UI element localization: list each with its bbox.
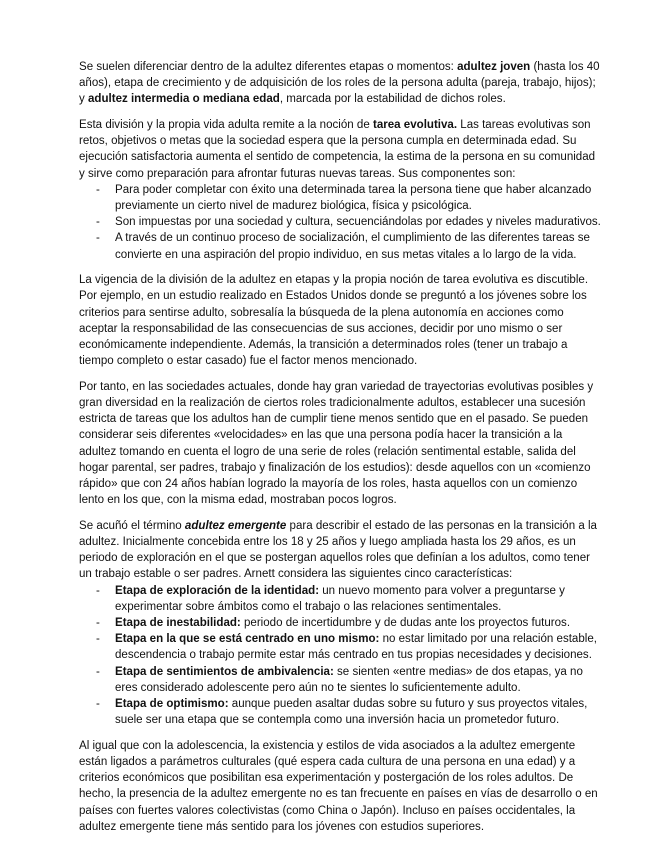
text-segment: convierte en una aspiración del propio individuo, en sus metas vitales a lo largo de la vida.: [115, 248, 577, 261]
text-segment: periodo de incertidumbre y de dudas ante los proyectos futuros.: [240, 617, 571, 629]
text-line: [79, 803, 624, 819]
text-line: [79, 305, 624, 321]
text-line: [79, 476, 624, 492]
emphasized-text: adultez joven: [457, 61, 531, 73]
text-line: [79, 518, 624, 534]
text-line: [79, 444, 624, 460]
text-segment: países con fuertes valores colectivistas (como China o Japón). Incluso en países occidentales, la: [79, 804, 576, 817]
bullet-dash-icon: -: [96, 216, 100, 229]
text-line: [79, 75, 624, 91]
paragraph: [79, 59, 624, 108]
text-line: [115, 712, 624, 728]
emphasized-text: Etapa de exploración de la identidad:: [115, 584, 320, 597]
text-line: [79, 770, 624, 786]
text-segment: hecho, la presencia de la adultez emergente no es tan frecuente en países en vías de desarrollo o en: [79, 788, 598, 801]
text-segment: rápido» que con 24 años habían logrado la mayoría de los roles, hasta aquellos con un comienzo: [79, 478, 578, 490]
emphasized-text: adultez emergente: [184, 519, 287, 532]
text-line: [115, 647, 624, 663]
text-segment: adultez. Inicialmente concebida entre los 18 y 25 años y luego ampliada hasta los 29 años, es un: [79, 536, 576, 549]
text-line: [115, 696, 624, 712]
text-line: [79, 117, 624, 133]
paragraph: [79, 518, 624, 728]
text-line: [79, 379, 624, 395]
text-segment: tiempo completo o estar casado) fue el factor menos mencionado.: [79, 355, 418, 368]
text-segment: Por ejemplo, en un estudio realizado en Estados Unidos donde se preguntó a los jóvenes sobre los: [79, 290, 587, 303]
text-segment: Son impuestas por una sociedad y cultura, secuenciándolas por edades y niveles madurativos.: [115, 216, 601, 229]
list-item: [79, 664, 624, 696]
text-line: [79, 411, 624, 427]
emphasized-text: adultez intermedia o mediana edad: [87, 93, 280, 106]
text-segment: periodo de exploración en el que se postergan aquellos roles que definían a los adultos, como tener: [79, 552, 590, 565]
text-segment: ejecución satisfactoria aumenta el sentido de competencia, la estima de la persona en su comunidad: [79, 151, 596, 164]
text-segment: y: [79, 93, 88, 106]
emphasized-text: Etapa de inestabilidad:: [115, 617, 241, 629]
text-segment: retos, objetivos o metas que la sociedad espera que la persona cumpla en determinada edad. Su: [79, 135, 577, 148]
list-item: [79, 214, 624, 230]
list-item: [79, 631, 624, 663]
emphasized-text: Etapa de optimismo:: [115, 697, 229, 710]
text-segment: suele ser una etapa que se contempla como una inversión hacia un prometedor futuro.: [115, 714, 560, 727]
text-segment: están ligados a parámetros culturales (qué espera cada cultura de una persona en una edad) y a: [79, 756, 576, 768]
text-segment: considerar seis diferentes «velocidades» en las que una persona podía hacer la transición a la: [79, 429, 563, 442]
bullet-dash-icon: -: [96, 633, 100, 646]
text-line: [79, 566, 624, 582]
document-page: [79, 59, 624, 844]
text-segment: experimentar sobre ámbitos como el trabajo o las relaciones sentimentales.: [115, 600, 502, 613]
emphasized-text: tarea evolutiva.: [372, 119, 458, 132]
text-line: [115, 182, 624, 198]
text-line: [79, 91, 624, 107]
bullet-dash-icon: -: [96, 665, 100, 678]
text-segment: años), etapa de crecimiento y de adquisición de los roles de la persona adulta (pareja, trabajo, hijos);: [79, 77, 596, 90]
text-segment: previamente un cierto nivel de madurez biológica, física y psicológica.: [115, 200, 472, 212]
text-line: [79, 460, 624, 476]
paragraph: [79, 738, 624, 835]
text-segment: no estar limitado por una relación estable,: [379, 633, 597, 646]
emphasized-text: Etapa de sentimientos de ambivalencia:: [115, 665, 334, 678]
text-segment: gran diversidad en la realización de ciertos roles tradicionalmente adultos, establecer una sucesión: [79, 397, 586, 410]
text-line: [79, 149, 624, 165]
emphasized-text: Etapa en la que se está centrado en uno mismo:: [115, 633, 380, 646]
text-line: [79, 353, 624, 369]
bullet-dash-icon: -: [96, 183, 100, 196]
text-line: [115, 680, 624, 696]
text-line: [115, 198, 624, 214]
text-segment: La vigencia de la división de la adultez en etapas y la propia noción de tarea evolutiva es discutible.: [79, 274, 589, 287]
text-segment: aunque pueden asaltar dudas sobre su futuro y sus proyectos vitales,: [228, 697, 588, 710]
text-segment: hogar parental, ser padres, trabajo y finalización de los estudios): desde aquellos con un «comienzo: [79, 461, 591, 474]
text-segment: se sienten «entre medias» de dos etapas, ya no: [333, 665, 583, 678]
text-line: [79, 534, 624, 550]
paragraph: [79, 272, 624, 369]
text-line: [79, 59, 624, 75]
list-item: [79, 230, 624, 262]
text-segment: un trabajo estable o ser padres. Arnett considera las siguientes cinco características:: [79, 568, 513, 581]
text-segment: Se suelen diferenciar dentro de la adultez diferentes etapas o momentos:: [79, 61, 458, 73]
text-line: [79, 786, 624, 802]
text-line: [115, 230, 624, 246]
list-item: [79, 615, 624, 631]
text-segment: adultez emergente tiene más sentido para los jóvenes con estudios superiores.: [79, 820, 485, 833]
bullet-dash-icon: -: [96, 584, 100, 597]
text-line: [115, 615, 624, 631]
text-segment: eres considerado adolescente pero aún no te sientes lo suficientemente adulto.: [115, 681, 521, 694]
text-segment: estricta de tareas que los adultos han de cumplir tiene menos sentido que en el pasado. Se pueden: [79, 413, 589, 426]
text-line: [115, 664, 624, 680]
text-segment: descendencia o trabajo permite estar más centrado en tus propias necesidades y decisiones.: [115, 649, 592, 662]
list-item: [79, 583, 624, 615]
text-segment: Para poder completar con éxito una determinada tarea la persona tiene que haber alcanzado: [115, 183, 592, 196]
list-item: [79, 182, 624, 214]
text-line: [79, 427, 624, 443]
text-segment: y sirve como preparación para afrontar futuras nuevas tareas. Sus componentes son:: [79, 167, 516, 180]
text-segment: Las tareas evolutivas son: [457, 119, 591, 132]
text-segment: criterios económicos que posibilitan esa experimentación y postergación de los roles adultos. De: [79, 772, 574, 785]
text-line: [79, 395, 624, 411]
text-line: [79, 738, 624, 754]
text-line: [79, 321, 624, 337]
bullet-dash-icon: -: [96, 232, 100, 245]
paragraph: [79, 379, 624, 509]
text-line: [115, 599, 624, 615]
text-segment: lento en los que, con la misma edad, mostraban pocos logros.: [79, 494, 397, 507]
text-segment: A través de un continuo proceso de socialización, el cumplimiento de las diferentes tareas se: [115, 232, 590, 245]
text-line: [79, 288, 624, 304]
text-line: [79, 550, 624, 566]
text-line: [79, 492, 624, 508]
bullet-dash-icon: -: [96, 617, 100, 629]
text-line: [79, 133, 624, 149]
text-line: [115, 631, 624, 647]
text-segment: económicamente independiente. Además, la transición a determinados roles (tener un trabajo a: [79, 339, 568, 351]
text-line: [79, 166, 624, 182]
text-segment: un nuevo momento para volver a preguntarse y: [319, 584, 565, 597]
text-segment: adultez tomando en cuenta el logro de una serie de roles (relación sentimental estable, salida del: [79, 445, 576, 458]
text-line: [79, 754, 624, 770]
bullet-dash-icon: -: [96, 697, 100, 710]
text-segment: (hasta los 40: [530, 61, 600, 73]
text-line: [115, 583, 624, 599]
text-segment: Al igual que con la adolescencia, la existencia y estilos de vida asociados a la adultez emergente: [79, 739, 576, 752]
text-line: [79, 272, 624, 288]
text-segment: para describir el estado de las personas en la transición a la: [286, 519, 597, 532]
text-segment: Esta división y la propia vida adulta remite a la noción de: [79, 119, 373, 132]
list-item: [79, 696, 624, 728]
text-line: [115, 214, 624, 230]
text-segment: Por tanto, en las sociedades actuales, donde hay gran variedad de trayectorias evolutivas posibles y: [79, 380, 594, 393]
text-segment: aceptar la responsabilidad de las consecuencias de sus acciones, decidir por uno mismo o ser: [79, 322, 563, 335]
text-segment: Se acuñó el término: [79, 519, 185, 532]
text-segment: , marcada por la estabilidad de dichos roles.: [279, 93, 506, 106]
text-segment: criterios para sentirse adulto, sobresalía la búsqueda de la plena autonomía en acciones como: [79, 306, 564, 319]
paragraph: [79, 117, 624, 263]
text-line: [79, 819, 624, 835]
text-line: [115, 247, 624, 263]
text-line: [79, 337, 624, 353]
